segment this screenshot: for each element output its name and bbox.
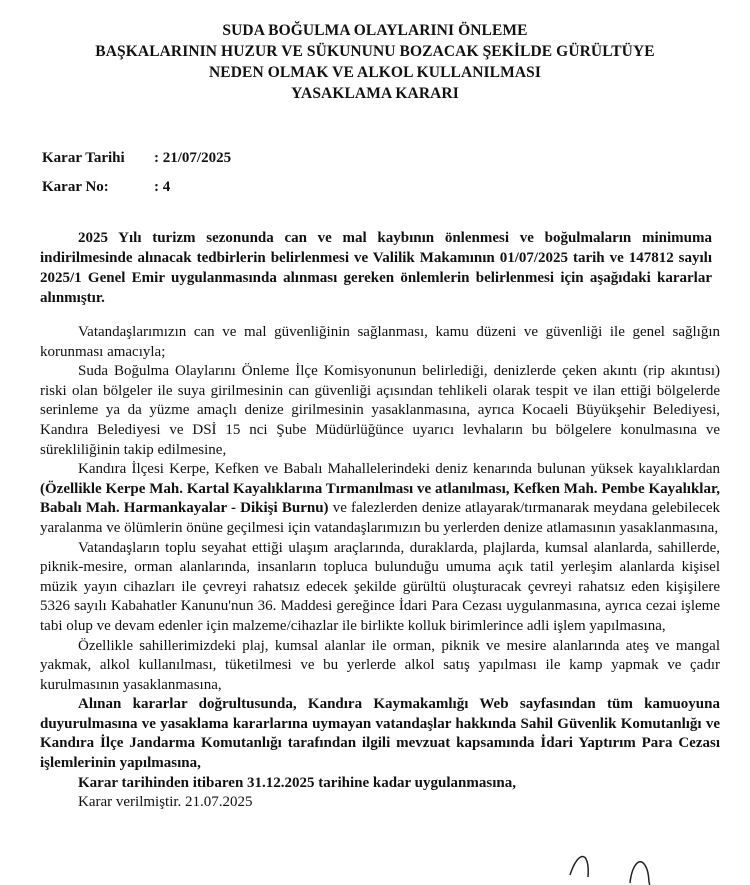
decision-date-label: Karar Tarihi: [42, 150, 125, 166]
paragraph-7: Karar tarihinden itibaren 31.12.2025 tarihine kadar uygulanmasına,: [78, 774, 516, 791]
decision-number-value: : 4: [154, 179, 171, 195]
decision-body: [40, 323, 720, 813]
title-line-1: SUDA BOĞULMA OLAYLARINI ÖNLEME: [222, 22, 528, 39]
title-line-3: NEDEN OLMAK VE ALKOL KULLANILMASI: [208, 64, 542, 81]
decision-date: [42, 150, 231, 167]
paragraph-1: Vatandaşlarımızın can ve mal güvenliğinin sağlanması, kamu düzeni ve güvenliği ile genel sağlığın korunması amacıyla;: [40, 324, 720, 360]
intro-paragraph: 2025 Yılı turizm sezonunda can ve mal kaybının önlenmesi ve boğulmaların minimuma indirilmesinde alınacak tedbirlerin belirlenmesi ve Valilik Makamının 01/07/2025 tarih ve 147812 sayılı 2025/1 Genel Emir uygulanmasında alınması gereken önlemlerin belirlenmesi için aşağıdaki kararlar alınmıştır.: [40, 230, 712, 306]
paragraph-4: Vatandaşların toplu seyahat ettiği ulaşım araçlarında, duraklarda, plajlarda, kumsal alanlarda, sahillerde, piknik-mesire, orman alanlarında, insanların topluca bulunduğu umuma açık tatil yerleşim alanlarda kişisel müzik yayın cihazları ile çevreyi rahatsız edecek şekilde gürültü oluşturacak çevreyi rahatsız eden kişişilere 5326 sayılı Kabahatler Kanunu'nun 36. Maddesi gereğince İdari Para Cezası uygulanmasına, ayrıca cezai işleme tabi olup ve devam edenler için malzeme/cihazlar ile birlikte kolluk birimlerince adli işlem yapılmasına,: [40, 539, 720, 634]
paragraph-3: [40, 460, 720, 538]
decision-date-value: : 21/07/2025: [154, 150, 232, 166]
decision-number: [42, 179, 170, 196]
paragraph-6: Alınan kararlar doğrultusunda, Kandıra Kaymakamlığı Web sayfasından tüm kamuoyuna duyurulmasına ve yasaklama kararlarına uymayan vatandaşlar hakkında Sahil Güvenlik Komutanlığı ve Kandıra İlçe Jandarma Komutanlığı tarafından ilgili mevzuat kapsamında İdari Yaptırım Para Cezası işlemlerinin yapılmasına,: [40, 696, 720, 772]
title-line-4: YASAKLAMA KARARI: [291, 85, 459, 102]
paragraph-3-start: Kandıra İlçesi Kerpe, Kefken ve Babalı Mahallelerindeki deniz kenarında bulunan yüksek kayalıklardan: [78, 461, 720, 478]
paragraph-3-locations: (Özellikle Kerpe Mah. Kartal Kayalıklarına Tırmanılması ve atlanılması, Kefken Mah. Pembe Kayalıklar, Babalı Mah. Harmankayalar - Dikişi Burnu): [40, 480, 720, 517]
paragraph-8: Karar verilmiştir. 21.07.2025: [78, 794, 253, 811]
title-line-2: BAŞKALARININ HUZUR VE SÜKUNUNU BOZACAK ŞEKİLDE GÜRÜLTÜYE: [95, 43, 655, 60]
document-title: [0, 20, 750, 104]
paragraph-5: Özellikle sahillerimizdeki plaj, kumsal alanlar ile orman, piknik ve mesire alanlarında ateş ve mangal yakmak, alkol kullanılması, tüketilmesi ve bu yerlerde alkol satış yapılması ile kamp yapmak ve çadır kurulmasının yasaklanmasına,: [40, 637, 720, 693]
signature-mark: [560, 845, 710, 885]
paragraph-2: Suda Boğulma Olaylarını Önleme İlçe Komisyonunun belirlediği, denizlerde çeken akıntı (rip akıntısı) riski olan bölgeler ile suya girilmesinin can güvenliği açısından tehlikeli olarak tespit ve ilan ettiği bölgelerde serinleme ya da yüzme amaçlı denize girilmesinin yasaklanmasına, ayrıca Kocaeli Büyükşehir Belediyesi, Kandıra Belediyesi ve DSİ 15 nci Şube Müdürlüğünce uyarıcı levhaların bu bölgelere konulmasına ve sürekliliğinin takip edilmesine,: [40, 363, 720, 458]
decision-number-label: Karar No:: [42, 179, 109, 195]
paragraph-3-end: ve falezlerden denize atlayarak/tırmanarak meydana gelebilecek yaralanma ve ölümlerin önüne geçilmesi için vatandaşlarımızın bu yerlerden denize atlamasının yasaklanmasına,: [40, 500, 720, 536]
